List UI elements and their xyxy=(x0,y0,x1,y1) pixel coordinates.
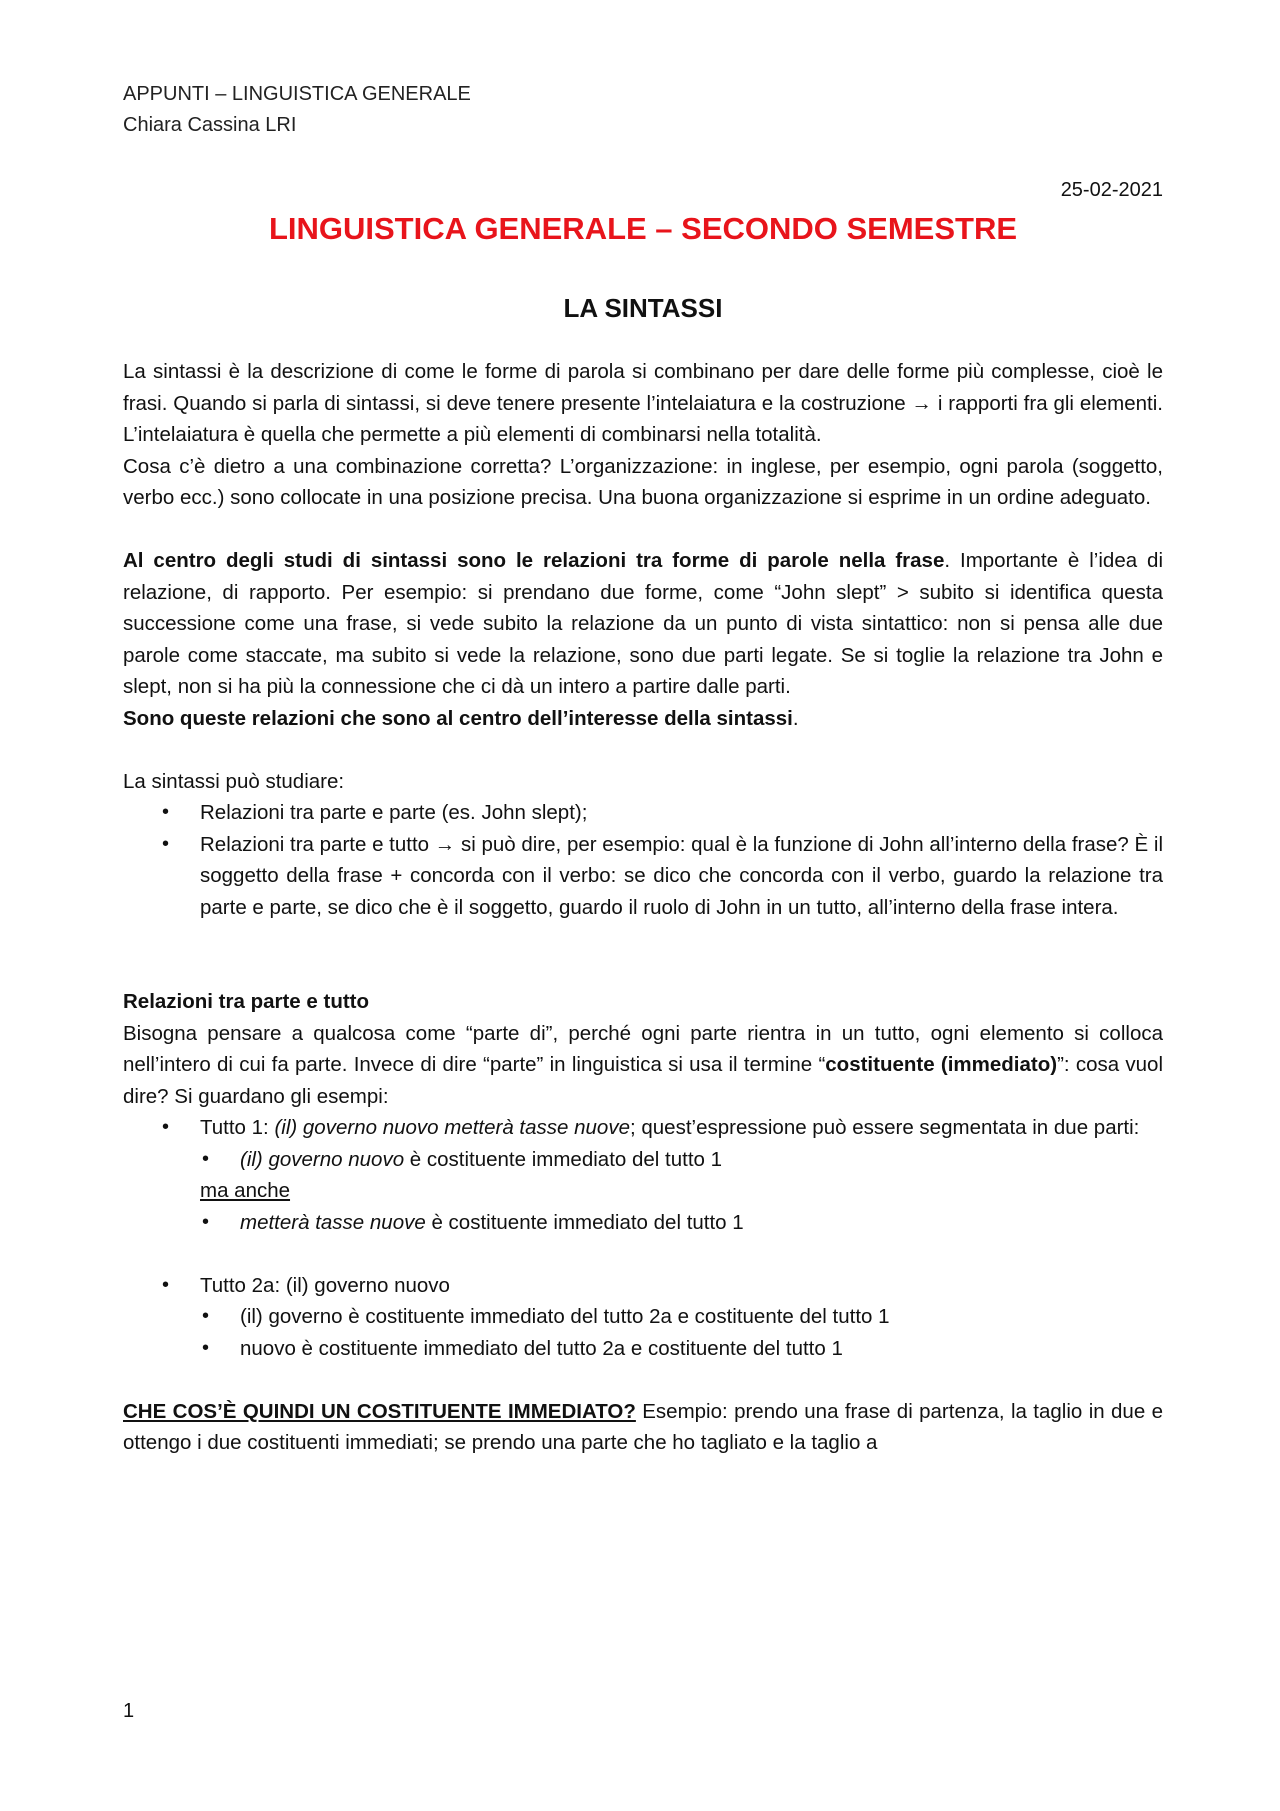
section-title: LA SINTASSI xyxy=(563,293,723,323)
example-italic: (il) governo nuovo metterà tasse nuove xyxy=(274,1116,630,1139)
summary-bold: Sono queste relazioni che sono al centro dell’interesse della sintassi xyxy=(123,706,793,730)
paragraph-constituent xyxy=(123,1018,1163,1113)
paragraph-relations xyxy=(123,545,1163,703)
sub-list xyxy=(200,1301,1163,1364)
page-number: 1 xyxy=(123,1700,135,1722)
header-course: APPUNTI – LINGUISTICA GENERALE xyxy=(123,83,471,105)
question-text: Esempio: prendo una frase di partenza, la taglio in due e ottengo i due costituenti immediati; se prendo una parte che ho tagliato e la taglio a xyxy=(123,1399,1163,1454)
document-date: 25-02-2021 xyxy=(1060,179,1163,201)
question-heading: CHE COS’È QUINDI UN COSTITUENTE IMMEDIATO? xyxy=(123,1399,636,1423)
paragraph-organization: Cosa c’è dietro a una combinazione corretta? L’organizzazione: in inglese, per esempio, ogni parola (soggetto, verbo ecc.) sono collocate in una posizione precisa. Una buona organizzazione si esprime in un ordine adeguato. xyxy=(123,454,1163,509)
sub-text: è costituente immediato del tutto 1 xyxy=(425,1210,744,1234)
example-label: Tutto 1: xyxy=(200,1116,275,1139)
summary-end: . xyxy=(792,706,799,730)
relations-bold: Al centro degli studi di sintassi sono le relazioni tra forme di parole nella frase xyxy=(123,549,945,572)
list-item xyxy=(240,1144,1163,1176)
study-list xyxy=(123,797,1163,923)
paragraph-intro xyxy=(123,356,1163,451)
list-item: • Relazioni tra parte e parte (es. John slept); xyxy=(200,797,1163,829)
list-item xyxy=(200,829,1163,924)
ma-anche: ma anche xyxy=(200,1179,291,1202)
list-item-text: Relazioni tra parte e tutto xyxy=(200,832,435,856)
sub-list xyxy=(200,1207,1163,1239)
list-item: • (il) governo è costituente immediato del tutto 2a e costituente del tutto 1 xyxy=(240,1301,1163,1333)
sub-italic: (il) governo nuovo xyxy=(240,1147,405,1171)
paragraph-intro-text-2: i rapporti fra gli elementi. L’intelaiatura è quella che permette a più elementi di combinarsi nella totalità. xyxy=(123,391,1163,446)
example-list-2 xyxy=(123,1270,1163,1365)
sub-italic: metterà tasse nuove xyxy=(240,1210,426,1234)
paragraph-relations-summary xyxy=(123,703,1163,735)
sub-list xyxy=(200,1144,1163,1176)
paragraph-question xyxy=(123,1396,1163,1459)
page-title: LINGUISTICA GENERALE – SECONDO SEMESTRE xyxy=(268,211,1018,246)
constituent-text: Bisogna pensare a qualcosa come “parte di”, perché ogni parte rientra in un tutto, ogni elemento si colloca nell’intero di cui fa parte. Invece di dire “parte” in linguistica si usa il termine “ xyxy=(123,1021,1163,1076)
example-text: ; quest’espressione può essere segmentata in due parti: xyxy=(629,1116,1140,1139)
paragraph-study: La sintassi può studiare: xyxy=(123,769,345,793)
subsection-heading xyxy=(123,986,1163,1018)
arrow-icon: → xyxy=(434,832,456,856)
constituent-text-2: ”: cosa vuol dire? Si guardano gli esempi: xyxy=(123,1053,1164,1108)
paragraph-intro-text: La sintassi è la descrizione di come le forme di parola si combinano per dare delle forme più complesse, cioè le frasi. Quando si parla di sintassi, si deve tenere presente l’intelaiatura e la costruzione xyxy=(123,360,1163,415)
constituent-bold: costituente (immediato) xyxy=(825,1053,1058,1076)
list-item xyxy=(200,1112,1163,1238)
list-item: • nuovo è costituente immediato del tutto 2a e costituente del tutto 1 xyxy=(240,1333,1163,1365)
subsection-heading-text: Relazioni tra parte e tutto xyxy=(123,990,370,1013)
header-author: Chiara Cassina LRI xyxy=(123,114,297,136)
example-list xyxy=(123,1112,1163,1238)
example-label: Tutto 2a: (il) governo nuovo xyxy=(200,1273,450,1297)
relations-text: . Importante è l’idea di relazione, di rapporto. Per esempio: si prendano due forme, come “John slept” > subito si identifica questa successione come una frase, si vede subito la relazione da un punto di vista sintattico: non si pensa alle due parole come staccate, ma subito si vede la relazione, sono due parti legate. Se si toglie la relazione tra John e slept, non si ha più la connessione che ci dà un intero a partire dalle parti. xyxy=(123,549,1164,698)
list-item xyxy=(240,1207,1163,1239)
sub-text: è costituente immediato del tutto 1 xyxy=(404,1147,723,1171)
list-item xyxy=(200,1270,1163,1365)
arrow-icon: → xyxy=(911,391,933,415)
document-body xyxy=(123,356,1163,1459)
list-item-text-2: si può dire, per esempio: qual è la funzione di John all’interno della frase? È il soggetto della frase + concorda con il verbo: se dico che concorda con il verbo, guardo la relazione tra parte e parte, se dico che è il soggetto, guardo il ruolo di John in un tutto, all’interno della frase intera. xyxy=(200,832,1163,919)
